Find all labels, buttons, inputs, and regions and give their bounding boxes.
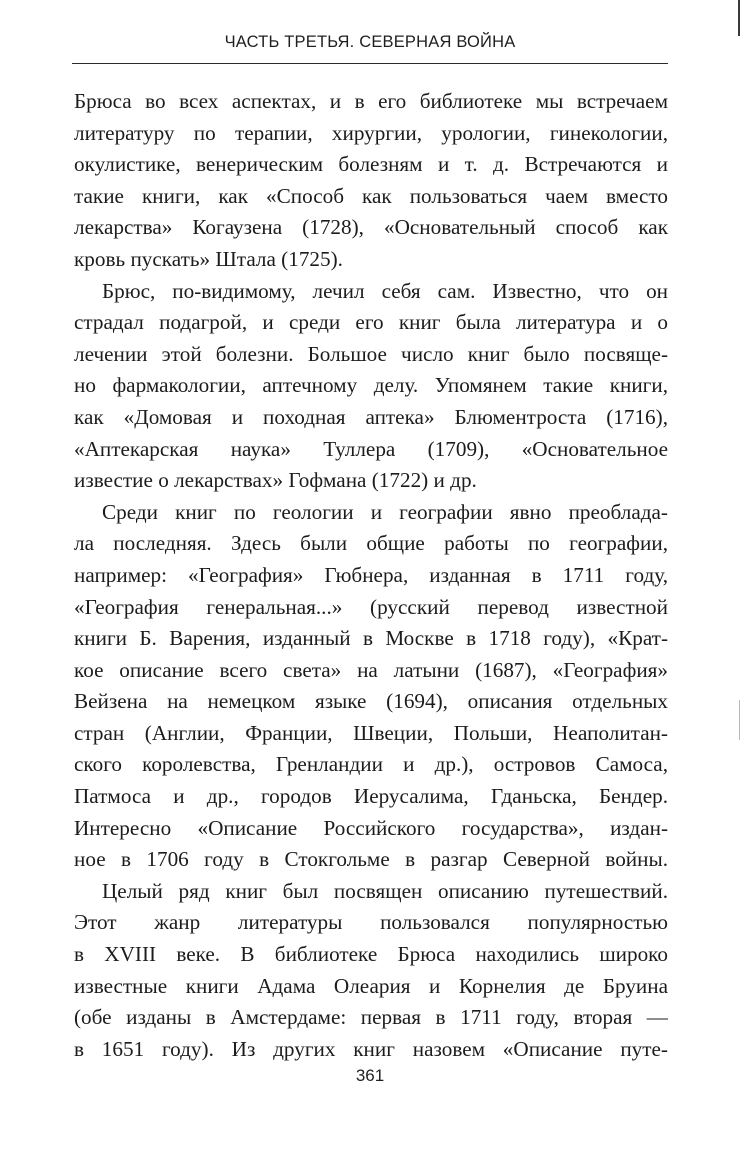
text-line: окулистике, венерическим болезням и т. д. Встречаются и bbox=[74, 152, 668, 177]
text-line: литературу по терапии, хирургии, урологии, гинекологии, bbox=[74, 120, 668, 145]
text-line: в XVIII веке. В библиотеке Брюса находились широко bbox=[74, 942, 668, 967]
text-line: например: «География» Гюбнера, изданная в 1711 году, bbox=[74, 562, 668, 587]
text-line: Вейзена на немецком языке (1694), описания отдельных bbox=[74, 689, 668, 714]
text-line: Этот жанр литературы пользовался популярностью bbox=[74, 910, 668, 935]
scan-edge-mark bbox=[738, 0, 740, 36]
text-line: лечении этой болезни. Большое число книг было посвяще- bbox=[74, 341, 668, 366]
text-line: кровь пускать» Штала (1725). bbox=[74, 246, 343, 271]
body-text bbox=[74, 86, 668, 1065]
text-line: Целый ряд книг был посвящен описанию путешествий. bbox=[102, 878, 668, 903]
text-line: Интересно «Описание Российского государства», издан- bbox=[74, 815, 668, 840]
text-line: Патмоса и др., городов Иерусалима, Гданьска, Бендер. bbox=[74, 784, 668, 809]
text-line: но фармакологии, аптечному делу. Упомянем такие книги, bbox=[74, 373, 668, 398]
text-line: как «Домовая и походная аптека» Блюментроста (1716), bbox=[74, 404, 668, 429]
text-line: такие книги, как «Способ как пользоваться чаем вместо bbox=[74, 183, 668, 208]
text-line: стран (Англии, Франции, Швеции, Польши, Неаполитан- bbox=[74, 720, 668, 745]
text-line: известные книги Адама Олеария и Корнелия де Бруина bbox=[74, 973, 668, 998]
text-line: ла последняя. Здесь были общие работы по географии, bbox=[74, 531, 668, 556]
text-line: «Аптекарская наука» Туллера (1709), «Основательное bbox=[74, 436, 668, 461]
text-line: (обе изданы в Амстердаме: первая в 1711 году, вторая — bbox=[74, 1005, 668, 1030]
text-line: ное в 1706 году в Стокгольме в разгар Северной войны. bbox=[74, 847, 668, 872]
scan-edge-mark bbox=[739, 700, 740, 740]
text-line: ского королевства, Гренландии и др.), островов Самоса, bbox=[74, 752, 668, 777]
text-line: «География генеральная...» (русский перевод известной bbox=[74, 594, 668, 619]
header-rule bbox=[72, 63, 668, 64]
text-line: книги Б. Варения, изданный в Москве в 1718 году), «Крат- bbox=[74, 626, 668, 651]
text-line: Брюс, по-видимому, лечил себя сам. Известно, что он bbox=[102, 278, 668, 303]
running-head: ЧАСТЬ ТРЕТЬЯ. СЕВЕРНАЯ ВОЙНА bbox=[224, 33, 516, 51]
text-line: кое описание всего света» на латыни (1687), «География» bbox=[74, 657, 668, 682]
text-line: Среди книг по геологии и географии явно преоблада- bbox=[102, 499, 668, 524]
text-line: Брюса во всех аспектах, и в его библиотеке мы встречаем bbox=[74, 89, 668, 113]
page-number: 361 bbox=[355, 1066, 385, 1085]
text-line: известие о лекарствах» Гофмана (1722) и др. bbox=[74, 468, 477, 493]
text-line: страдал подагрой, и среди его книг была литература и о bbox=[74, 310, 668, 335]
text-line: лекарства» Когаузена (1728), «Основательный способ как bbox=[74, 215, 668, 240]
text-line: в 1651 году). Из других книг назовем «Описание путе- bbox=[74, 1036, 668, 1061]
